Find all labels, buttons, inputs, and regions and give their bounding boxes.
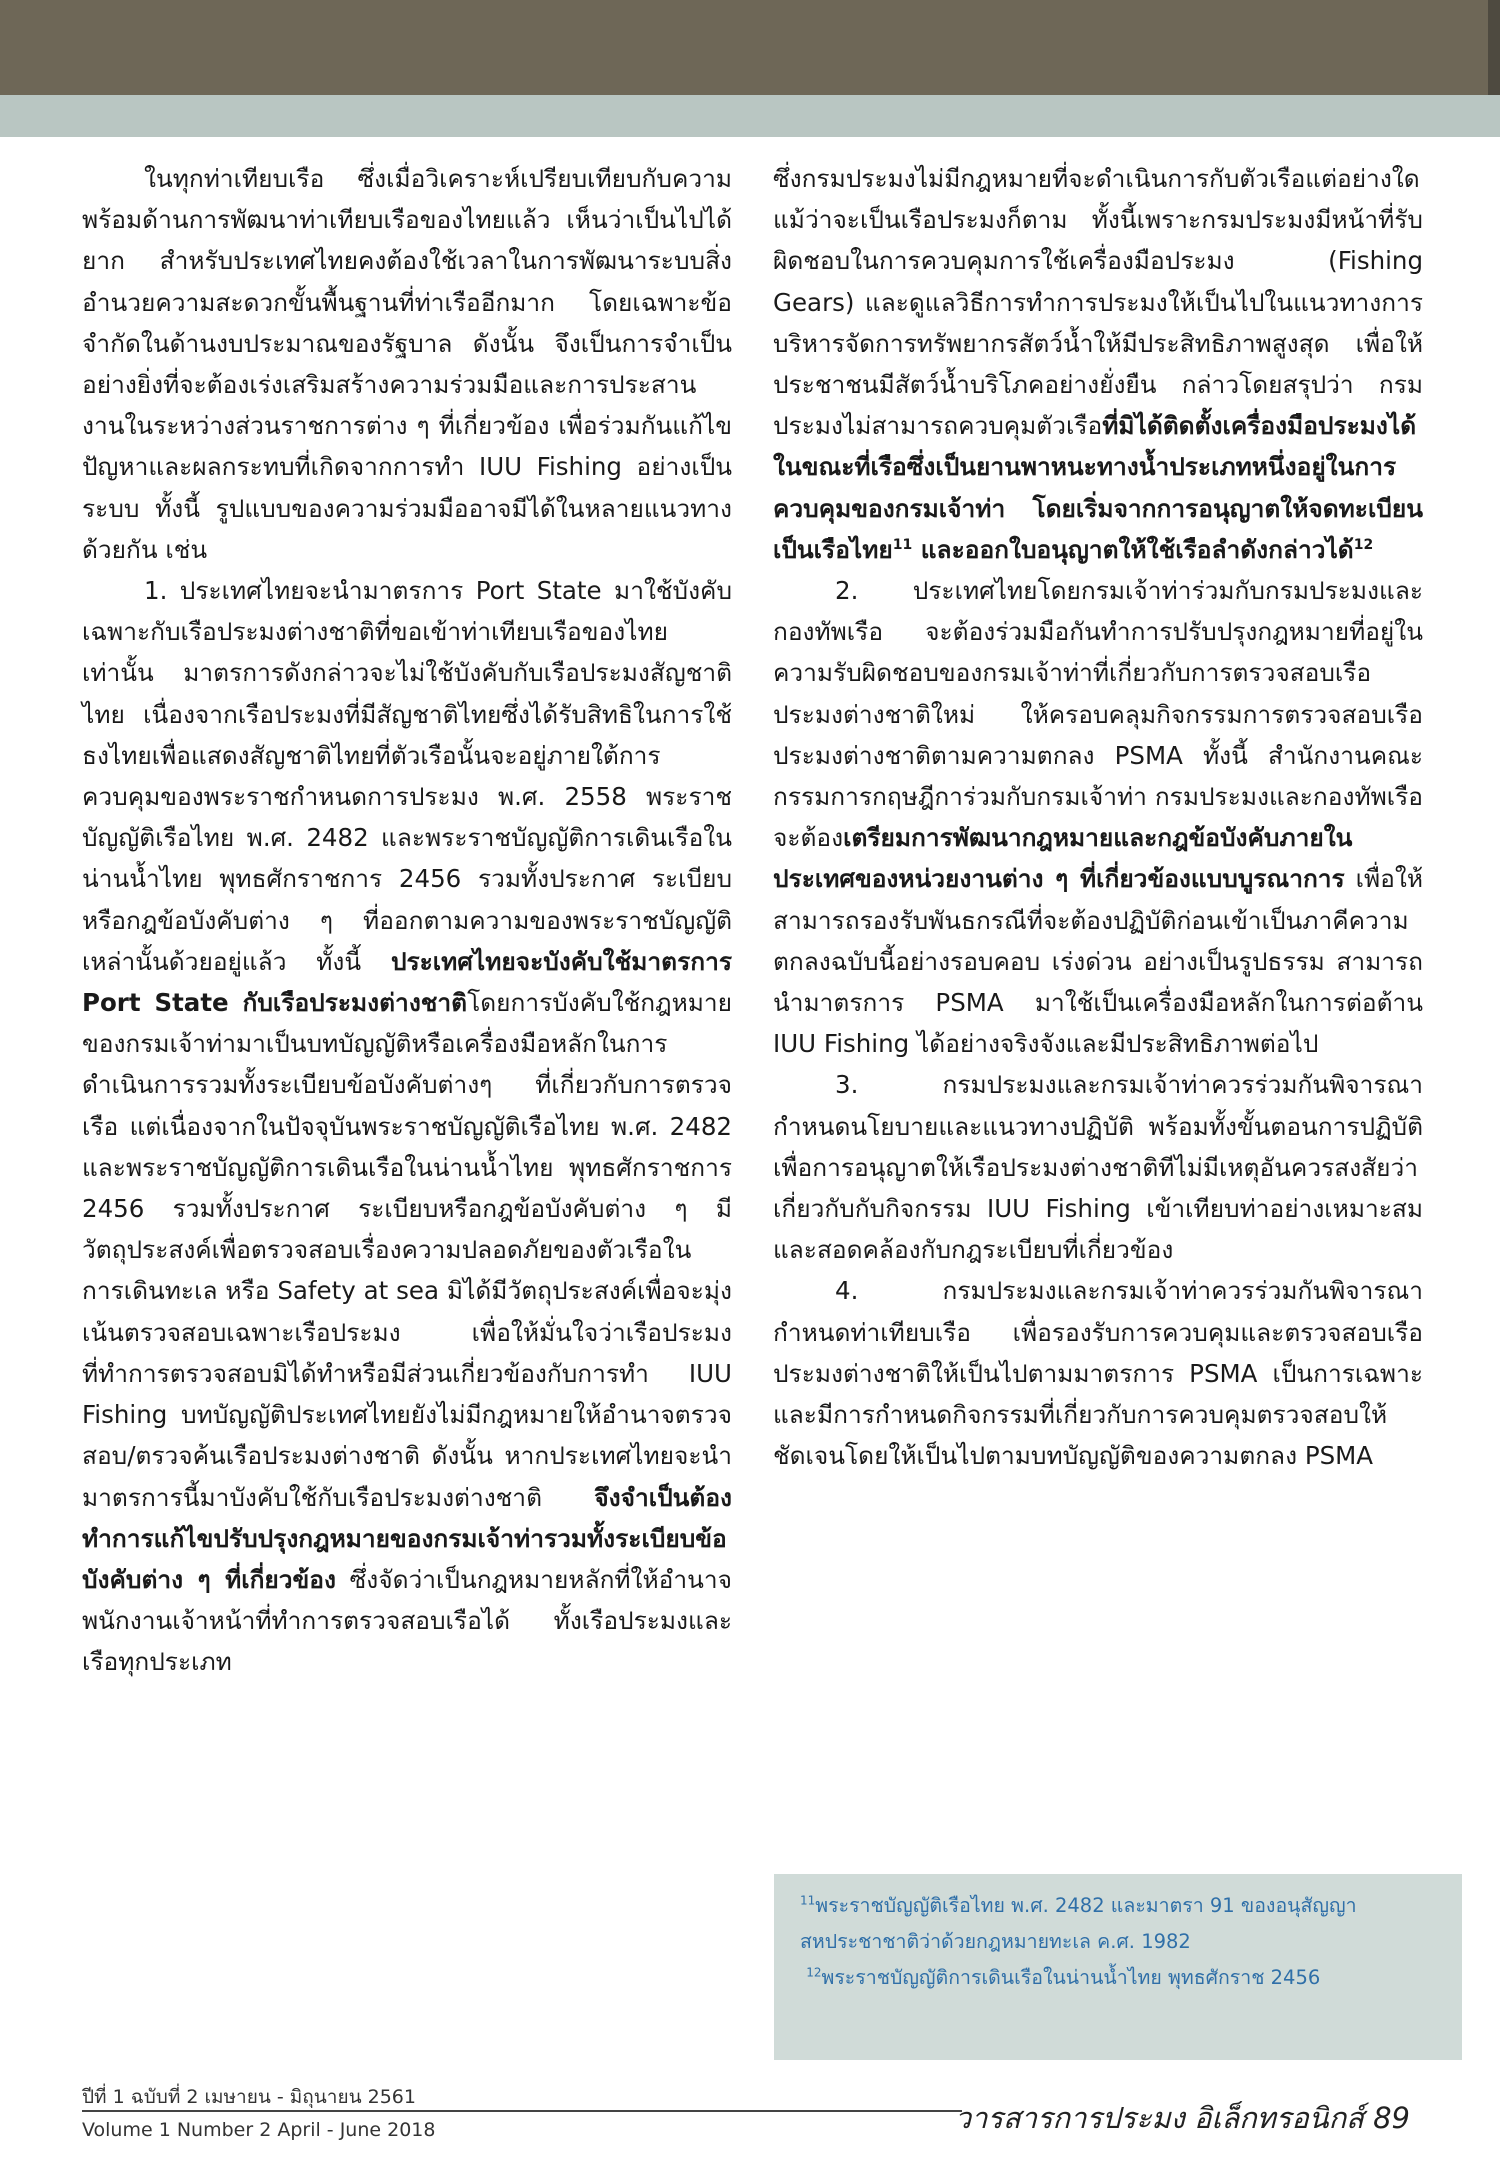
header-corner-accent (1488, 0, 1500, 95)
footnote-11 (800, 1888, 1436, 1960)
item-2-text: 2. ประเทศไทยโดยกรมเจ้าท่าร่วมกับกรมประมงและกองทัพเรือ จะต้องร่วมมือกันทำการปรับปรุงกฎหมายที่อยู่ในความรับผิดชอบของกรมเจ้าท่าที่เกี่ยวกับการตรวจสอบเรือประมงต่างชาติใหม่ ให้ครอบคลุมกิจกรรมการตรวจสอบเรือประมงต่างชาติตามความตกลง PSMA ทั้งนี้ สำนักงานคณะกรรมการกฤษฎีการ่วมกับกรมเจ้าท่า กรมประมงและกองทัพเรือ จะต้อง (773, 576, 1423, 853)
page-number: 89 (1373, 2101, 1410, 2135)
item-1-bold-law-revision: จึงจำเป็นต้องทำการแก้ไขปรับปรุงกฎหมายของกรมเจ้าท่ารวมทั้งระเบียบข้อบังคับต่าง ๆ ที่เกี่ยวข้อง (82, 1482, 732, 1594)
item-2-ending: เพื่อให้สามารถรองรับพันธกรณีที่จะต้องปฏิบัติก่อนเข้าเป็นภาคีความตกลงฉบับนี้อย่างรอบคอบ เร่งด่วน อย่างเป็นรูปธรรม สามารถนำมาตรการ PSMA มาใช้เป็นเครื่องมือหลักในการต่อต้าน IUU Fishing ได้อย่างจริงจังและมีประสิทธิภาพต่อไป (773, 864, 1423, 1059)
footer-divider (82, 2110, 962, 2112)
footer-issue-english: Volume 1 Number 2 April - June 2018 (82, 2119, 436, 2141)
footer-issue-thai: ปีที่ 1 ฉบับที่ 2 เมษายน - มิถุนายน 2561 (82, 2086, 416, 2108)
continued-bold-text: ที่มิได้ติดตั้งเครื่องมือประมงได้ ในขณะที่เรือซึ่งเป็นยานพาหนะทางน้ำประเภทหนึ่งอยู่ในการควบคุมของกรมเจ้าท่า โดยเริ่มจากการอนุญาตให้จดทะเบียนเป็นเรือไทย (773, 411, 1423, 564)
paragraph-item-4: 4. กรมประมงและกรมเจ้าท่าควรร่วมกันพิจารณากำหนดท่าเทียบเรือ เพื่อรองรับการควบคุมและตรวจสอบเรือประมงต่างชาติให้เป็นไปตามมาตรการ PSMA เป็นการเฉพาะ และมีการกำหนดกิจกรรมที่เกี่ยวกับการควบคุมตรวจสอบให้ชัดเจนโดยให้เป็นไปตามบทบัญญัติของความตกลง PSMA (773, 1276, 1423, 1471)
right-column (773, 158, 1423, 1477)
left-column (82, 158, 732, 1683)
footnotes-box (774, 1874, 1462, 2060)
item-1-bold-port-state: ประเทศไทยจะบังคับใช้มาตรการ Port State กับเรือประมงต่างชาติ (82, 946, 732, 1018)
header-band-light (0, 95, 1500, 137)
item-2-bold-text: เตรียมการพัฒนากฎหมายและกฎข้อบังคับภายในประเทศของหน่วยงานต่าง ๆ ที่เกี่ยวข้องแบบบูรณาการ (773, 823, 1353, 894)
item-1-ending: ซึ่งจัดว่าเป็นกฎหมายหลักที่ให้อำนาจพนักงานเจ้าหน้าที่ทำการตรวจสอบเรือได้ ทั้งเรือประมงและเรือทุกประเภท (82, 1564, 733, 1677)
footnote-11-text: พระราชบัญญัติเรือไทย พ.ศ. 2482 และมาตรา 91 ของอนุสัญญาสหประชาชาติว่าด้วยกฎหมายทะเล ค.ศ. 1982 (800, 1894, 1357, 1953)
item-1-text: 1. ประเทศไทยจะนำมาตรการ Port State มาใช้บังคับเฉพาะกับเรือประมงต่างชาติที่ขอเข้าท่าเทียบเรือของไทยเท่านั้น มาตรการดังกล่าวจะไม่ใช้บังคับกับเรือประมงสัญชาติไทย เนื่องจากเรือประมงที่มีสัญชาติไทยซึ่งได้รับสิทธิในการใช้ธงไทยเพื่อแสดงสัญชาติไทยที่ตัวเรือนั้นจะอยู่ภายใต้การควบคุมของพระราชกำหนดการประมง พ.ศ. 2558 พระราชบัญญัติเรือไทย พ.ศ. 2482 และพระราชบัญญัติการเดินเรือในน่านน้ำไทย พุทธศักราชการ 2456 รวมทั้งประกาศ ระเบียบหรือกฎข้อบังคับต่าง ๆ ที่ออกตามความของพระราชบัญญัติเหล่านั้นด้วยอยู่แล้ว ทั้งนี้ (82, 576, 732, 976)
footnote-ref-11[interactable]: 11 (892, 536, 913, 553)
paragraph-item-1 (82, 570, 732, 1682)
paragraph-continued (773, 158, 1423, 570)
footnote-12 (800, 1960, 1436, 1996)
paragraph-item-2 (773, 570, 1423, 1064)
header-band-dark (0, 0, 1500, 95)
journal-title: วารสารการประมง อิเล็กทรอนิกส์ (954, 2101, 1364, 2135)
item-1-continued: โดยการบังคับใช้กฎหมายของกรมเจ้าท่ามาเป็นบทบัญญัติหรือเครื่องมือหลักในการดำเนินการรวมทั้งระเบียบข้อบังคับต่างๆ ที่เกี่ยวกับการตรวจเรือ แต่เนื่องจากในปัจจุบันพระราชบัญญัติเรือไทย พ.ศ. 2482 และพระราชบัญญัติการเดินเรือในน่านน้ำไทย พุทธศักราชการ 2456 รวมทั้งประกาศ ระเบียบหรือกฎข้อบังคับต่าง ๆ มีวัตถุประสงค์เพื่อตรวจสอบเรื่องความปลอดภัยของตัวเรือในการเดินทะเล หรือ Safety at sea มิได้มีวัตถุประสงค์เพื่อจะมุ่งเน้นตรวจสอบเฉพาะเรือประมง เพื่อให้มั่นใจว่าเรือประมงที่ทำการตรวจสอบมิได้ทำหรือมีส่วนเกี่ยวข้องกับการทำ IUU Fishing บทบัญญัติประเทศไทยยังไม่มีกฎหมายให้อำนาจตรวจสอบ/ตรวจค้นเรือประมงต่างชาติ ดังนั้น หากประเทศไทยจะนำมาตรการนี้มาบังคับใช้กับเรือประมงต่างชาติ (82, 988, 732, 1512)
footnote-12-text: พระราชบัญญัติการเดินเรือในน่านน้ำไทย พุทธศักราช 2456 (821, 1966, 1321, 1989)
paragraph-item-3: 3. กรมประมงและกรมเจ้าท่าควรร่วมกันพิจารณากำหนดนโยบายและแนวทางปฏิบัติ พร้อมทั้งขั้นตอนการปฏิบัติเพื่อการอนุญาตให้เรือประมงต่างชาติทีไม่มีเหตุอันควรสงสัยว่าเกี่ยวกับกับกิจกรรม IUU Fishing เข้าเทียบท่าอย่างเหมาะสม และสอดคล้องกับกฎระเบียบที่เกี่ยวข้อง (773, 1070, 1423, 1265)
footnote-11-number: 11 (800, 1893, 816, 1908)
footer-journal-page (955, 2095, 1410, 2141)
paragraph-intro: ในทุกท่าเทียบเรือ ซึ่งเมื่อวิเคราะห์เปรียบเทียบกับความพร้อมด้านการพัฒนาท่าเทียบเรือของไทยแล้ว เห็นว่าเป็นไปได้ยาก สำหรับประเทศไทยคงต้องใช้เวลาในการพัฒนาระบบสิ่งอำนวยความสะดวกขั้นพื้นฐานที่ท่าเรืออีกมาก โดยเฉพาะข้อจำกัดในด้านงบประมาณของรัฐบาล ดังนั้น จึงเป็นการจำเป็นอย่างยิ่งที่จะต้องเร่งเสริมสร้างความร่วมมือและการประสานงานในระหว่างส่วนราชการต่าง ๆ ที่เกี่ยวข้อง เพื่อร่วมกันแก้ไขปัญหาและผลกระทบที่เกิดจากการทำ IUU Fishing อย่างเป็นระบบ ทั้งนี้ รูปแบบของความร่วมมืออาจมีได้ในหลายแนวทาง ด้วยกัน เช่น (82, 164, 732, 564)
footnote-12-number: 12 (806, 1965, 822, 1980)
continued-bold-text-2: และออกใบอนุญาตให้ใช้เรือลำดังกล่าวได้ (912, 534, 1354, 564)
footnote-ref-12[interactable]: 12 (1353, 536, 1374, 553)
continued-text: ซึ่งกรมประมงไม่มีกฎหมายที่จะดำเนินการกับตัวเรือแต่อย่างใดแม้ว่าจะเป็นเรือประมงก็ตาม ทั้งนี้เพราะกรมประมงมีหน้าที่รับผิดชอบในการควบคุมการใช้เครื่องมือประมง (Fishing Gears) และดูแลวิธีการทำการประมงให้เป็นไปในแนวทางการบริหารจัดการทรัพยากรสัตว์น้ำให้มีประสิทธิภาพสูงสุด เพื่อให้ประชาชนมีสัตว์น้ำบริโภคอย่างยั่งยืน กล่าวโดยสรุปว่า กรมประมงไม่สามารถควบคุมตัวเรือ (773, 164, 1423, 441)
